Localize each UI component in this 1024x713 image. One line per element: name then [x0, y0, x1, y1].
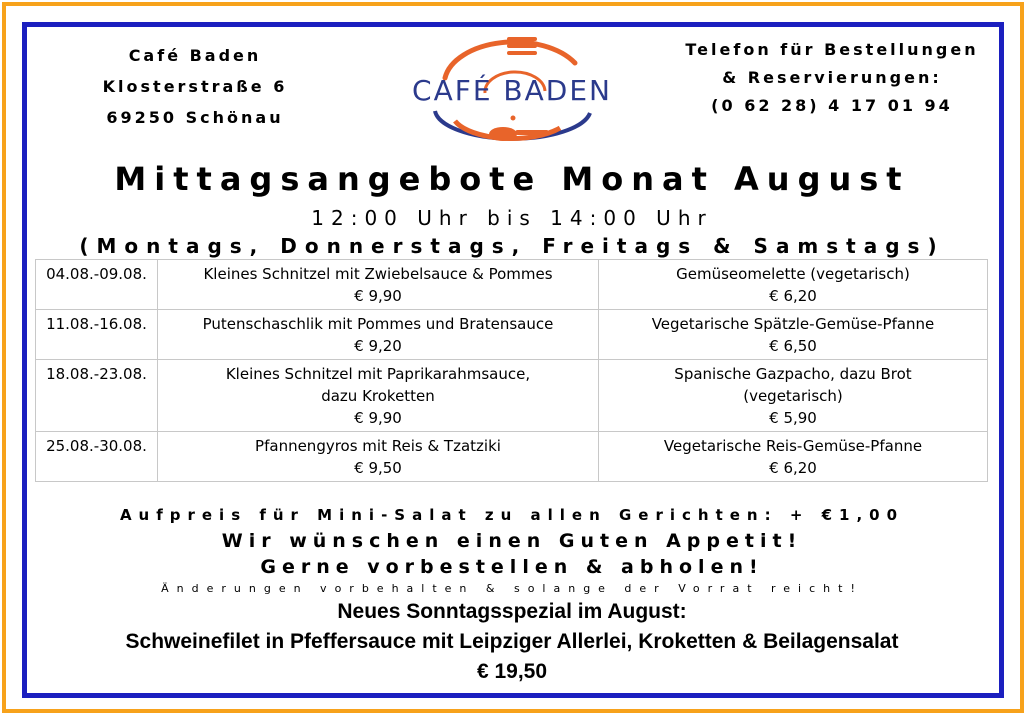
table-row — [36, 432, 988, 482]
dish-name: Putenschaschlik mit Pommes und Bratensauce — [202, 315, 554, 333]
dish-price: € 9,90 — [354, 287, 402, 305]
dish-price: € 6,20 — [769, 287, 817, 305]
salad-surcharge: Aufpreis für Mini-Salat zu allen Gerichten: + €1,00 — [119, 506, 905, 524]
date-cell: 11.08.-16.08. — [36, 310, 158, 360]
veg-dish-cell — [599, 432, 988, 482]
hours: 12:00 Uhr bis 14:00 Uhr — [311, 206, 713, 230]
dish-price: € 9,90 — [354, 409, 402, 427]
phone-number: (0 62 28) 4 17 01 94 — [711, 96, 953, 115]
dish-price: € 6,20 — [769, 459, 817, 477]
page-title: Mittagsangebote Monat August — [114, 160, 910, 198]
phone-label-1: Telefon für Bestellungen — [685, 40, 979, 59]
veg-dish-cell — [599, 360, 988, 432]
dish-name: Kleines Schnitzel mit Zwiebelsauce & Pommes — [203, 265, 553, 283]
main-dish-cell — [158, 310, 599, 360]
main-dish-cell — [158, 260, 599, 310]
city: 69250 Schönau — [106, 108, 284, 127]
dish-name: Vegetarische Spätzle-Gemüse-Pfanne — [651, 315, 935, 333]
fork-icon — [507, 37, 537, 55]
table-row — [36, 310, 988, 360]
veg-dish-cell — [599, 310, 988, 360]
disclaimer: Änderungen vorbehalten & solange der Vorrat reicht! — [161, 582, 863, 595]
dish-name-cont: dazu Kroketten — [321, 387, 435, 405]
dish-price: € 6,50 — [769, 337, 817, 355]
preorder-text: Gerne vorbestellen & abholen! — [260, 556, 764, 578]
table-row — [36, 360, 988, 432]
date-cell: 25.08.-30.08. — [36, 432, 158, 482]
date-cell: 04.08.-09.08. — [36, 260, 158, 310]
cafe-name: Café Baden — [128, 46, 262, 65]
veg-dish-cell — [599, 260, 988, 310]
sunday-special-dish: Schweinefilet in Pfeffersauce mit Leipziger Allerlei, Kroketten & Beilagensalat — [125, 630, 899, 653]
sunday-special-price: € 19,50 — [476, 660, 548, 683]
dish-name-cont: (vegetarisch) — [743, 387, 843, 405]
address-block — [90, 40, 300, 133]
dish-name: Gemüseomelette (vegetarisch) — [676, 265, 910, 283]
table-row — [36, 260, 988, 310]
sunday-special-title: Neues Sonntagsspezial im August: — [337, 600, 687, 623]
dish-price: € 9,20 — [354, 337, 402, 355]
dish-name: Kleines Schnitzel mit Paprikarahmsauce, — [225, 365, 531, 383]
menu-table — [35, 259, 988, 482]
appetit-text: Wir wünschen einen Guten Appetit! — [221, 530, 803, 552]
logo-star-icon — [511, 116, 516, 121]
dish-price: € 5,90 — [769, 409, 817, 427]
main-dish-cell — [158, 360, 599, 432]
days: (Montags, Donnerstags, Freitags & Samstags) — [79, 234, 945, 258]
street: Klosterstraße 6 — [102, 77, 288, 96]
date-cell: 18.08.-23.08. — [36, 360, 158, 432]
phone-block — [672, 36, 992, 120]
dish-name: Vegetarische Reis-Gemüse-Pfanne — [663, 437, 923, 455]
cafe-baden-logo — [385, 33, 640, 145]
phone-label-2: & Reservierungen: — [722, 68, 942, 87]
dish-name: Spanische Gazpacho, dazu Brot — [674, 365, 912, 383]
dish-name: Pfannengyros mit Reis & Tzatziki — [255, 437, 501, 455]
main-dish-cell — [158, 432, 599, 482]
dish-price: € 9,50 — [354, 459, 402, 477]
logo-text: CAFÉ BADEN — [412, 74, 612, 107]
